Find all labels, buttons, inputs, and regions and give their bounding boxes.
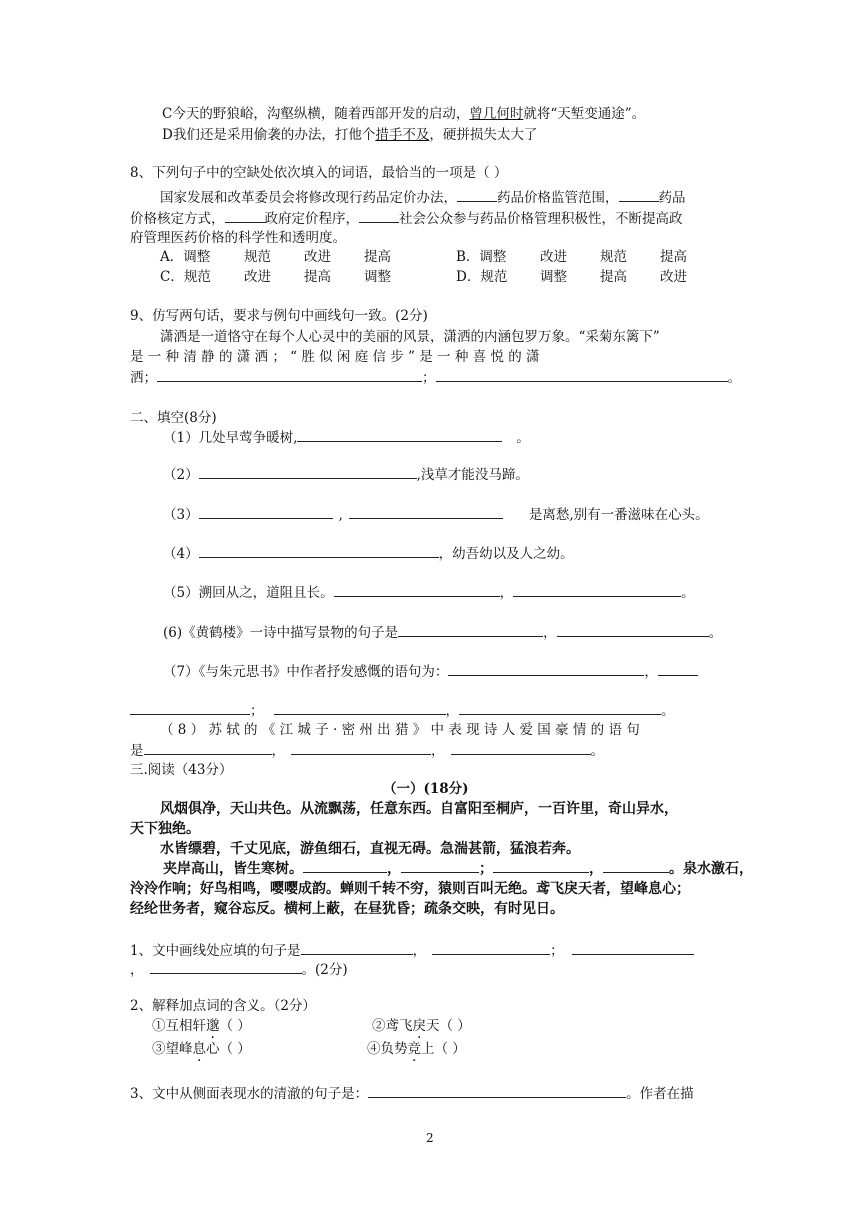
- reading-q2-item-1: [152, 1016, 251, 1036]
- dotted-word: 息: [192, 1041, 206, 1057]
- rq2-text: ③望峰: [152, 1041, 193, 1057]
- passage-line-1b: 天下独绝。: [130, 821, 200, 837]
- q8-blank-3[interactable]: [225, 208, 265, 223]
- rq2-answer-box[interactable]: （ ）: [219, 1018, 251, 1034]
- fill-blank[interactable]: [199, 543, 439, 558]
- rq2-answer-box[interactable]: 天（ ）: [426, 1018, 471, 1034]
- q8-text: 社会公众参与药品价格管理积极性，不断提高政: [399, 211, 683, 227]
- q8-option-word: B．调整: [456, 249, 507, 265]
- rq1-blank-1[interactable]: [301, 940, 413, 955]
- reading-q2-item-4: [367, 1039, 466, 1059]
- passage-line-1: 风烟俱净，天山共色。从流飘荡，任意东西。自富阳至桐庐，一百许里，奇山异水，: [160, 801, 678, 817]
- q9-stem: 9、仿写两句话，要求与例句中画线句一致。(2分): [130, 308, 428, 324]
- q9-blank-2[interactable]: [436, 367, 728, 382]
- reading-q3: [130, 1083, 694, 1104]
- rq-text: 3、文中从侧面表现水的清澈的句子是：: [130, 1086, 369, 1102]
- rq1-blank-4[interactable]: [150, 959, 302, 974]
- fill-item-8-cont: [130, 740, 604, 761]
- fill-text: ，: [499, 585, 514, 601]
- q8-option-word: 调整: [364, 269, 391, 285]
- dotted-word: 邈: [206, 1018, 220, 1034]
- rq-text: 。作者在描: [626, 1086, 694, 1102]
- fill-text: ，: [543, 625, 557, 641]
- dotted-word: 竞: [407, 1041, 421, 1057]
- q8-option-word: 提高: [364, 249, 391, 265]
- fill-item-8: （ 8 ） 苏 轼 的 《 江 城 子 · 密 州 出 猎 》 中 表 现 诗 人 爱 国 豪 情 的 语 句: [160, 722, 640, 738]
- fill-text: ,浅草才能没马蹄。: [416, 467, 529, 483]
- q9-line2: 是 一 种 清 静 的 潇 洒 ； “ 胜 似 闲 庭 信 步 ” 是 一 种 喜 悦 的 潇: [130, 349, 540, 365]
- fill-blank[interactable]: [334, 582, 500, 597]
- reading-q2-item-2: [372, 1016, 471, 1036]
- fill-text: ，: [431, 743, 445, 759]
- fill-text: 。: [708, 625, 723, 641]
- rq2-text: ①互相轩: [152, 1018, 206, 1034]
- fill-item-3: [163, 504, 709, 525]
- q8-option-word: 改进: [244, 269, 271, 285]
- passage-blank[interactable]: [603, 858, 669, 873]
- passage-text: 夹岸高山，皆生寒树。: [163, 861, 303, 877]
- page-number: 2: [426, 1131, 434, 1145]
- fill-text: ，幼吾幼以及人之幼。: [438, 546, 574, 562]
- passage-line-5: 经纶世务者，窥谷忘反。横柯上蔽，在昼犹昏；疏条交映，有时见日。: [130, 901, 564, 917]
- rq-text: 。(2分): [301, 962, 348, 978]
- fill-blank[interactable]: [513, 582, 681, 597]
- rq1-blank-3[interactable]: [572, 940, 694, 955]
- fill-blank[interactable]: [459, 700, 661, 715]
- fill-item-5: [163, 582, 695, 603]
- fill-blank[interactable]: [557, 622, 709, 637]
- fill-text: 是离愁,别有一番滋味在心头。: [528, 507, 709, 523]
- rq1-blank-2[interactable]: [432, 940, 550, 955]
- fill-blank[interactable]: [297, 427, 502, 442]
- fill-text: （3）: [163, 507, 199, 523]
- passage-text: 。泉水激石，: [669, 861, 753, 877]
- q8-blank-4[interactable]: [359, 208, 399, 223]
- q7-c-text-end: 就将“天堑变通途”。: [523, 106, 646, 122]
- fill-text: 。: [681, 585, 695, 601]
- fill-blank[interactable]: [144, 740, 272, 755]
- q7-option-c: [162, 104, 645, 124]
- q8-stem: 8、下列句子中的空缺处依次填入的词语，最恰当的一项是（ ）: [130, 165, 508, 181]
- fill-blank[interactable]: [199, 504, 333, 519]
- rq-text: 1、文中画线处应填的句子是: [130, 943, 301, 959]
- fill-text: ，: [644, 664, 658, 680]
- passage-line-2: 水皆缥碧，千丈见底，游鱼细石，直视无碍。急湍甚箭，猛浪若奔。: [160, 841, 580, 857]
- fill-text: 。: [661, 703, 675, 719]
- q8-text: 价格核定方式，: [130, 211, 225, 227]
- rq2-text: ④负势: [367, 1041, 408, 1057]
- q9-text: ；: [422, 370, 436, 386]
- q8-option-word: 调整: [540, 269, 567, 285]
- q9-line3: [130, 367, 741, 388]
- q8-text: 药品价格监管范围，: [497, 190, 619, 206]
- reading-q2-item-3: [152, 1039, 251, 1059]
- q8-blank-2[interactable]: [619, 187, 659, 202]
- fill-blank[interactable]: [130, 700, 250, 715]
- fill-item-2: [163, 464, 529, 485]
- q8-passage-line1: [160, 187, 686, 208]
- passage-blank[interactable]: [401, 858, 479, 873]
- reading-q2-stem: 2、解释加点词的含义。（2分）: [130, 998, 316, 1014]
- q8-option-word: 改进: [660, 269, 687, 285]
- q8-option-word: C．规范: [160, 269, 211, 285]
- fill-text: 是: [130, 743, 144, 759]
- fill-text: ；: [250, 703, 264, 719]
- q9-text: 。: [727, 370, 741, 386]
- passage-blank[interactable]: [493, 858, 589, 873]
- fill-blank[interactable]: [451, 740, 591, 755]
- rq2-text: ②鸢飞: [372, 1018, 413, 1034]
- fill-blank[interactable]: [398, 622, 543, 637]
- fill-blank[interactable]: [274, 700, 446, 715]
- q7-d-underlined: 措手不及: [375, 127, 430, 143]
- passage-line-3: [163, 858, 753, 879]
- fill-text: ,: [338, 507, 343, 523]
- q8-option-word: D．规范: [456, 269, 508, 285]
- fill-item-1: [163, 427, 530, 448]
- q9-line1: 潇洒是一道恪守在每个人心灵中的美丽的风景，潇洒的内涵包罗万象。“采菊东篱下”: [160, 329, 660, 345]
- rq2-answer-box[interactable]: 心（ ）: [206, 1041, 251, 1057]
- q8-option-word: 改进: [540, 249, 567, 265]
- q8-option-word: 提高: [660, 249, 687, 265]
- q8-option-word: 规范: [244, 249, 271, 265]
- passage-text: ，: [589, 861, 603, 877]
- section-3-title: 三.阅读（43分）: [130, 762, 233, 778]
- q8-text: 政府定价程序，: [264, 211, 359, 227]
- rq-text: ，: [130, 962, 144, 978]
- q8-option-word: 改进: [304, 249, 331, 265]
- fill-text: ，: [445, 703, 459, 719]
- q9-blank-1[interactable]: [157, 367, 422, 382]
- fill-text: （1）几处早莺争暖树,: [163, 430, 298, 446]
- q8-option-word: A．调整: [160, 249, 211, 265]
- q8-option-word: 规范: [600, 249, 627, 265]
- fill-item-6: [163, 622, 722, 643]
- reading-q1: [130, 940, 694, 961]
- fill-text: （7）《与朱元思书》中作者抒发感慨的语句为：: [163, 664, 449, 680]
- q8-option-word: 提高: [600, 269, 627, 285]
- fill-blank[interactable]: [658, 661, 698, 676]
- fill-text: ，: [271, 743, 285, 759]
- q8-text: 药品: [658, 190, 686, 206]
- q7-d-text-end: ，硬拼损失太大了: [429, 127, 538, 143]
- fill-blank[interactable]: [349, 504, 503, 519]
- q8-option-word: 提高: [304, 269, 331, 285]
- q7-d-text: D我们还是采用偷袭的办法，打他个: [162, 127, 376, 143]
- fill-item-7-cont: [130, 700, 675, 721]
- q8-text: 国家发展和改革委员会将修改现行药品定价办法，: [160, 190, 457, 206]
- q8-blank-1[interactable]: [457, 187, 497, 202]
- reading-subtitle: （一）(18分): [383, 781, 469, 797]
- fill-text: （2）: [163, 467, 199, 483]
- q7-option-d: [162, 125, 537, 145]
- q8-passage-line2: [130, 208, 683, 229]
- rq-text: ；: [550, 943, 564, 959]
- fill-blank[interactable]: [291, 740, 431, 755]
- fill-item-4: [163, 543, 574, 564]
- fill-blank[interactable]: [448, 661, 644, 676]
- section-2-title: 二、填空(8分): [130, 410, 217, 426]
- fill-text: (6)《黄鹤楼》一诗中描写景物的句子是: [163, 625, 399, 641]
- q9-text: 洒；: [130, 370, 157, 386]
- rq3-blank[interactable]: [368, 1083, 626, 1098]
- q8-passage-line3: 府管理医药价格的科学性和透明度。: [130, 230, 346, 246]
- fill-text: （5）溯回从之，道阻且长。: [163, 585, 334, 601]
- rq-text: ，: [412, 943, 427, 959]
- fill-item-7: [163, 661, 698, 682]
- q7-c-underlined: 曾几何时: [469, 106, 524, 122]
- fill-blank[interactable]: [199, 464, 417, 479]
- rq2-answer-box[interactable]: 上（ ）: [421, 1041, 466, 1057]
- dotted-word: 戾: [412, 1018, 426, 1034]
- fill-text: 。: [516, 430, 530, 446]
- passage-line-4: 泠泠作响；好鸟相鸣，嘤嘤成韵。蝉则千转不穷，猿则百叫无绝。鸢飞戾天者，望峰息心；: [130, 881, 690, 897]
- reading-q1-cont: [130, 959, 348, 980]
- fill-text: （4）: [163, 546, 199, 562]
- passage-text: ；: [479, 861, 493, 877]
- q7-c-text: C今天的野狼峪，沟壑纵横，随着西部开发的启动，: [162, 106, 470, 122]
- passage-blank[interactable]: [303, 858, 387, 873]
- passage-text: ，: [387, 861, 401, 877]
- fill-text: 。: [590, 743, 604, 759]
